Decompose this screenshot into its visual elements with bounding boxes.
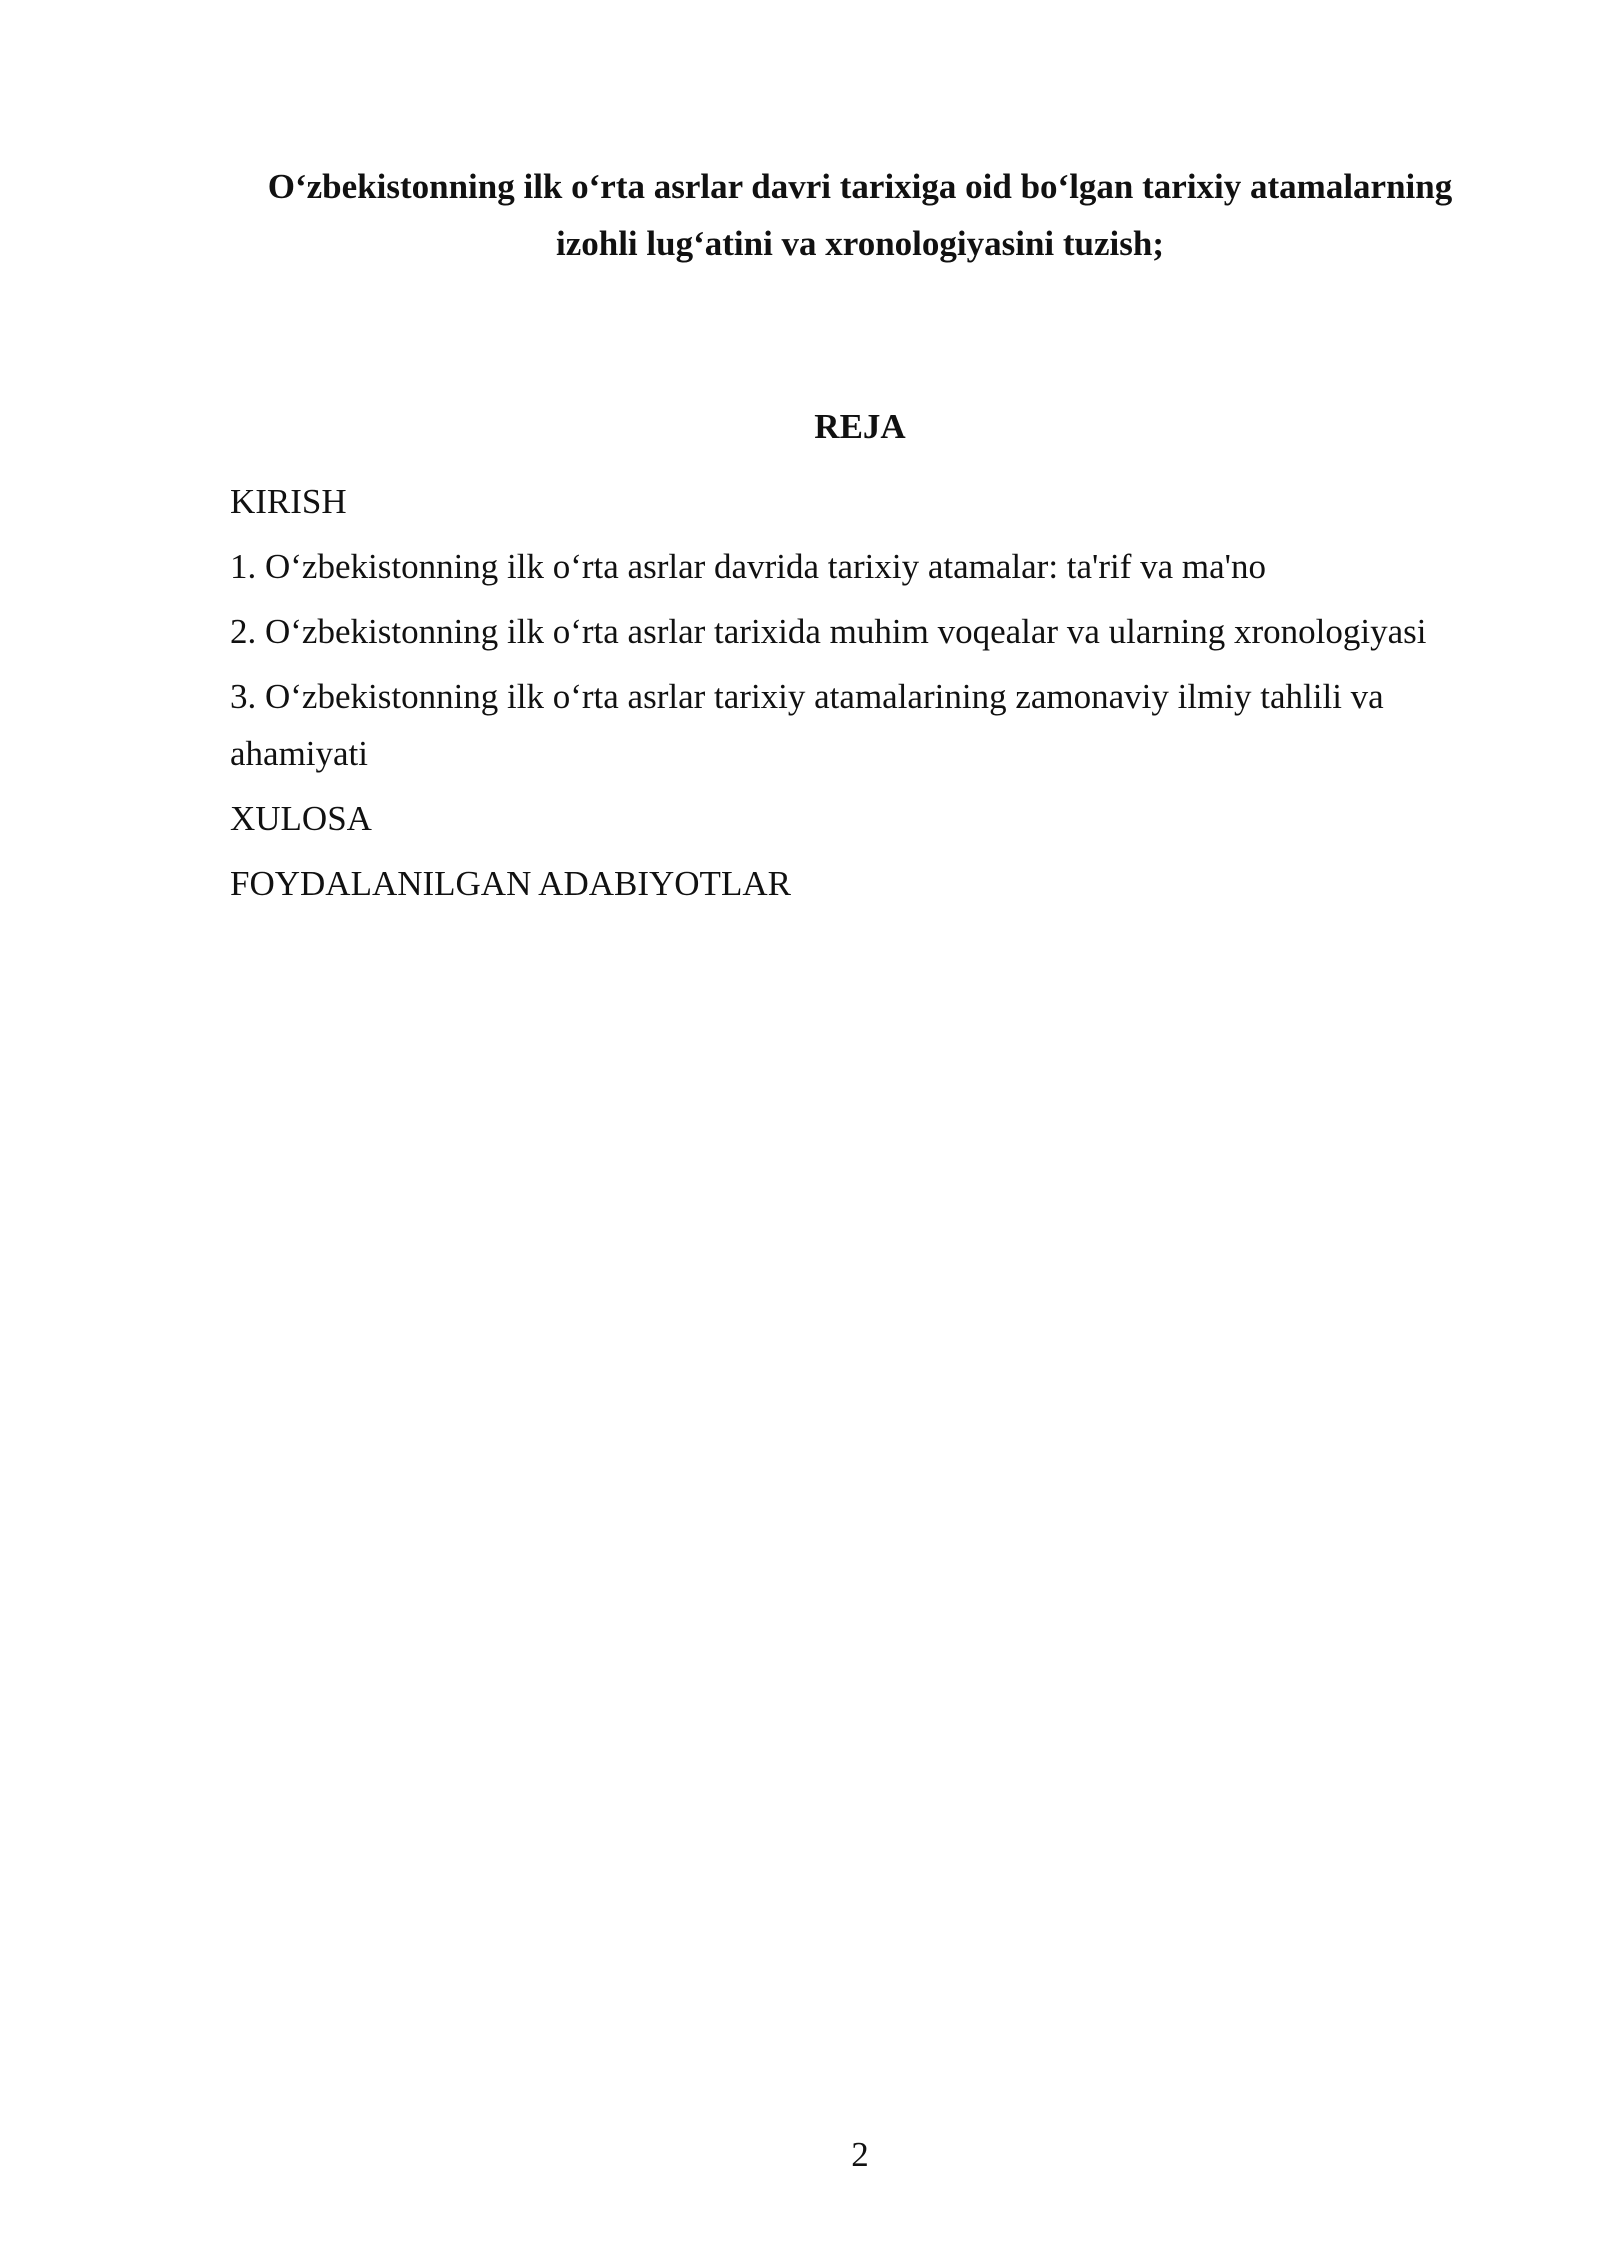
page-number: 2 (851, 2135, 869, 2174)
plan-item-references: FOYDALANILGAN ADABIYOTLAR (230, 864, 791, 903)
plan-heading: REJA (814, 407, 906, 446)
plan-item-2: 2. O‘zbekistonning ilk o‘rta asrlar tarixida muhim voqealar va ularning xronologiyasi (230, 612, 1427, 651)
plan-item-1: 1. O‘zbekistonning ilk o‘rta asrlar davrida tarixiy atamalar: ta'rif va ma'no (230, 547, 1266, 586)
plan-item-introduction: KIRISH (230, 482, 347, 521)
plan-item-3: 3. O‘zbekistonning ilk o‘rta asrlar tarixiy atamalarining zamonaviy ilmiy tahlili va ahamiyati (230, 677, 1384, 773)
document-title: O‘zbekistonning ilk o‘rta asrlar davri tarixiga oid bo‘lgan tarixiy atamalarning izohli lug‘atini va xronologiyasini tuzish; (267, 167, 1453, 263)
plan-item-conclusion: XULOSA (230, 799, 372, 838)
plan-list (230, 473, 1500, 920)
